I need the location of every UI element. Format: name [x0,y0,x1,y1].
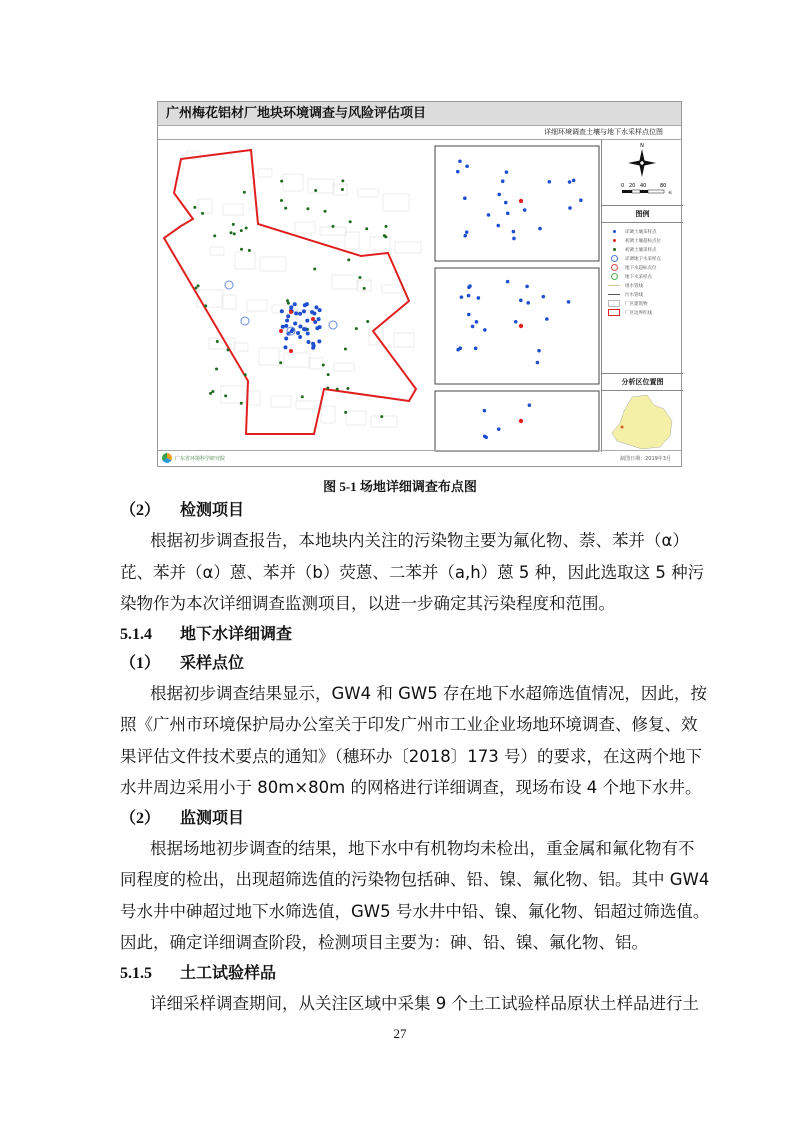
paragraph-line: 根据场地初步调查的结果，地下水中有机物均未检出，重金属和氟化物有不 [150,838,695,858]
building [296,401,322,409]
section-title: 监测项目 [180,809,245,827]
inset-exceedance-point [519,324,523,328]
figure-title: 广州梅花铝材厂地块环境调查与风险评估项目 [158,102,681,126]
building [283,174,303,191]
soil-sample-point [240,248,243,251]
legend-label: 排水管线 [625,283,643,289]
legend-item [602,263,683,272]
inset-sample-point [465,165,469,169]
figure-subtitle: 详细环境调查土壤与地下水采样点位图 [158,126,681,140]
soil-sample-point [359,276,362,279]
paragraph-line: 同程度的检出，出现超筛选值的污染物包括砷、铅、镍、氟化物、铝。其中 GW4 [120,870,710,889]
groundwater-well [241,317,249,325]
detailed-soil-sample-point [303,303,307,307]
legend-item [602,290,683,299]
detailed-soil-sample-point [317,339,321,343]
inset-sample-point [474,347,478,351]
inset-sample-point [567,300,571,304]
building [221,386,247,403]
detailed-soil-sample-point [311,342,315,346]
inset-sample-point [545,317,549,321]
paragraph-line: 根据初步调查结果显示，GW4 和 GW5 存在地下水超筛选值情况，因此，按 [150,683,707,703]
soil-sample-point [344,348,347,351]
legend-symbol-icon [608,309,620,316]
paragraph-line: 因此，确定详细调查阶段，检测项目主要为：砷、铅、镍、氟化物、铝。 [120,933,648,952]
soil-sample-point [331,225,334,228]
inset-sample-point [528,403,532,407]
sampling-map [158,102,601,452]
legend-symbol-icon [608,230,620,233]
building [382,285,402,293]
section-title: 地下水详细调查 [180,625,293,643]
soil-sample-point [280,199,283,202]
soil-sample-point [324,210,327,213]
groundwater-well [225,281,233,289]
section-title: 土工试验样品 [180,964,277,982]
section-number: （2） [120,809,161,827]
detailed-soil-sample-point [312,311,316,315]
detailed-soil-sample-point [317,317,321,321]
soil-sample-point [204,304,207,307]
location-map [602,391,683,451]
building [333,184,347,195]
legend-symbol-icon [608,294,620,295]
inset-sample-point [456,348,460,352]
inset-sample-point [572,179,576,183]
detailed-soil-sample-point [281,325,285,329]
soil-sample-point [209,392,212,395]
scale-80: 80 [660,183,667,189]
org-name: 广东省环境科学研究院 [175,455,226,462]
section-heading [120,959,680,988]
inset-sample-point [523,208,527,212]
detailed-soil-sample-point [290,329,294,333]
building [272,305,298,313]
inset-sample-point [512,237,516,241]
north-arrow-icon [628,149,656,177]
document-body [120,496,710,1019]
building [358,189,378,197]
soil-sample-point [349,220,352,223]
inset-sample-point [542,295,546,299]
building [334,363,354,371]
groundwater-well [329,321,337,329]
soil-sample-point [240,402,243,405]
inset-sample-point [526,301,530,305]
legend-item [602,299,683,308]
building [259,348,279,365]
building [260,257,286,271]
org-logo [162,453,225,463]
paragraph-line: 水井周边采用小于 80m×80m 的网格进行详细调查，现场布设 4 个地下水井。 [120,778,702,797]
section-number: （2） [120,502,161,519]
building [320,227,346,235]
detailed-soil-sample-point [318,308,322,312]
inset-exceedance-point [519,419,523,423]
soil-sample-point [385,225,388,228]
detailed-soil-sample-point [304,327,308,331]
building [197,290,223,307]
inset-sample-point [568,180,572,184]
inset-sample-point [477,296,481,300]
legend [602,223,683,373]
soil-sample-point [224,394,227,397]
soil-sample-point [363,287,366,290]
legend-label: 地下水超标点位 [625,265,657,271]
legend-symbol-icon [608,239,620,242]
inset-sample-point [504,201,508,205]
legend-symbol-icon [608,255,620,262]
inset-sample-point [456,170,460,174]
soil-sample-point [226,348,229,351]
inset-sample-point [514,320,518,324]
building [394,333,414,347]
inset-map-2 [435,268,599,384]
legend-item [602,245,683,254]
soil-sample-point [326,387,329,390]
detailed-soil-sample-point [306,340,310,344]
inset-exceedance-point [519,199,523,203]
inset-sample-point [538,227,542,231]
soil-sample-point [240,229,243,232]
inset-sample-point [506,280,510,284]
legend-title: 图例 [602,205,683,223]
soil-sample-point [245,227,248,230]
detailed-soil-sample-point [284,324,288,328]
inset-sample-point [471,325,475,329]
inset-sample-point [463,196,467,200]
inset-sample-point [467,294,471,298]
building [295,222,315,233]
legend-item [602,227,683,236]
soil-sample-point [314,189,317,192]
soil-sample-point [213,234,216,237]
soil-sample-point [327,373,330,376]
building [235,252,255,269]
building [383,194,409,211]
figure-footer [158,450,681,466]
section-heading [120,496,680,525]
scale-0: 0 [621,183,625,189]
inset-sample-point [501,179,505,183]
inset-sample-point [497,193,501,197]
building [247,300,267,311]
location-map-title: 分析区位置图 [602,373,683,391]
inset-sample-point [548,180,552,184]
legend-symbol-icon [608,273,620,280]
paragraph-line: 染物作为本次详细调查监测项目，以进一步确定其污染程度和范围。 [120,594,615,613]
site-map-figure [157,101,682,467]
soil-sample-point [355,327,358,330]
section-number: 5.1.5 [120,964,152,982]
inset-sample-point [475,320,479,324]
building [345,232,359,249]
detailed-soil-sample-point [306,332,310,336]
inset-sample-point [467,313,471,317]
inset-sample-point [505,170,509,174]
detailed-soil-sample-point [315,326,319,330]
compass-and-scale [602,139,683,201]
soil-sample-point [344,411,347,414]
building [321,406,335,423]
section-heading [120,804,680,833]
map-side-panel [601,139,683,452]
detailed-soil-sample-point [280,309,284,313]
legend-label: 初调土壤采样点 [625,247,657,253]
soil-sample-point [197,284,200,287]
building [223,204,243,215]
inset-sample-point [537,349,541,353]
inset-map-1 [435,146,599,261]
building [258,169,272,177]
scale-20: 20 [629,183,636,189]
paragraph-line: 根据初步调查报告，本地块内关注的污染物主要为氟化物、萘、苯并（α） [150,531,689,550]
inset-sample-point [484,435,488,439]
detailed-soil-sample-point [305,319,309,323]
legend-item [602,272,683,281]
section-heading [120,649,680,678]
inset-sample-point [458,159,462,163]
legend-symbol-icon [608,285,620,286]
detailed-soil-sample-point [294,311,298,315]
soil-sample-point [284,207,287,210]
soil-sample-point [341,179,344,182]
detailed-soil-sample-point [283,345,287,349]
exceedance-point [289,349,293,353]
paragraph-line: 芘、苯并（α）蒽、苯并（b）荧蒽、二苯并（a,h）蒽 5 种，因此选取这 5 种污 [120,562,705,582]
inset-sample-point [467,286,471,290]
legend-label: 地下水采样点 [625,274,652,280]
paragraph-line: 详细采样调查期间，从关注区域中采集 9 个土工试验样品原状土样品进行土 [150,993,699,1013]
soil-sample-point [301,395,304,398]
legend-label: 厂区边界红线 [625,310,652,316]
building [284,353,310,367]
soil-sample-point [341,188,344,191]
legend-label: 污水管线 [625,292,643,298]
building [309,358,323,369]
soil-sample-point [380,415,383,418]
inset-sample-point [496,224,500,228]
legend-symbol-icon [608,300,620,307]
soil-sample-point [347,258,350,261]
building [370,237,390,251]
building [395,242,421,253]
scale-unit: 米 [668,190,672,195]
building [222,295,236,309]
building [209,338,235,349]
soil-sample-point [313,268,316,271]
exceedance-point [289,310,293,314]
paragraph-line: 号水井中砷超过地下水筛选值，GW5 号水井中铅、镍、氟化物、铝超过筛选值。 [120,901,710,921]
detailed-soil-sample-point [298,312,302,316]
exceedance-point [311,317,315,321]
detailed-soil-sample-point [296,331,300,335]
soil-sample-point [230,231,233,234]
legend-label: 厂区建筑物 [625,301,648,307]
north-label: N [640,143,644,149]
legend-item [602,236,683,245]
soil-sample-point [233,232,236,235]
inset-sample-point [506,212,510,216]
soil-sample-point [216,340,219,343]
inset-sample-point [483,328,487,332]
soil-sample-point [211,390,214,393]
section-heading [120,620,680,649]
soil-sample-point [244,373,247,376]
detailed-soil-sample-point [302,309,306,313]
detailed-soil-sample-point [293,302,297,306]
soil-sample-point [322,363,325,366]
inset-sample-point [497,427,501,431]
detailed-soil-sample-point [298,335,302,339]
section-number: 5.1.4 [120,625,152,643]
legend-symbol-icon [608,248,620,251]
section-number: （1） [120,654,161,672]
inset-sample-point [512,230,516,234]
legend-item [602,308,683,317]
org-logo-icon [162,453,172,463]
building [234,343,248,351]
building [332,275,358,289]
soil-sample-point [346,387,349,390]
building [271,396,291,407]
legend-symbol-icon [608,264,620,271]
building [210,247,224,255]
building [346,411,366,425]
section-title: 采样点位 [180,654,245,672]
inset-sample-point [460,295,464,299]
paragraph-line: 照《广州市环境保护局办公室关于印发广州市工业企业场地环境调查、修复、效 [120,715,698,734]
inset-sample-point [463,234,467,238]
map-date: 制图日期：2019年3月 [620,456,671,462]
scale-40: 40 [640,183,647,189]
soil-sample-point [215,368,218,371]
soil-sample-point [193,206,196,209]
soil-sample-point [201,212,204,215]
detailed-soil-sample-point [293,322,297,326]
detailed-soil-sample-point [285,318,289,322]
soil-sample-point [280,180,283,183]
soil-sample-point [366,320,369,323]
detailed-soil-sample-point [311,346,315,350]
soil-sample-point [243,191,246,194]
exceedance-point [279,329,283,333]
inset-sample-point [525,285,529,289]
detailed-soil-sample-point [284,337,288,341]
legend-label: 详调土壤采样点 [625,229,657,235]
inset-sample-point [465,230,469,234]
soil-sample-point [248,249,251,252]
soil-sample-point [306,207,309,210]
legend-item [602,254,683,263]
section-title: 检测项目 [180,502,245,519]
detailed-soil-sample-point [314,305,318,309]
legend-item [602,281,683,290]
legend-label: 详调地下水采样点 [625,256,661,262]
detailed-soil-sample-point [286,314,290,318]
inset-sample-point [536,361,540,365]
inset-sample-point [487,213,491,217]
soil-sample-point [279,361,282,364]
inset-sample-point [483,409,487,413]
inset-sample-point [568,206,572,210]
soil-sample-point [336,388,339,391]
legend-label: 初调土壤超标点位 [625,238,661,244]
page-number: 27 [393,1026,407,1041]
soil-sample-point [383,234,386,237]
building [371,416,397,427]
soil-sample-point [232,223,235,226]
detailed-soil-sample-point [298,324,302,328]
inset-sample-point [519,299,523,303]
building [308,179,334,193]
paragraph-line: 果评估文件技术要点的通知》（穗环办〔2018〕173 号）的要求，在这两个地下 [120,746,702,766]
soil-sample-point [365,227,368,230]
inset-map-3 [435,391,599,451]
figure-caption: 图 5-1 场地详细调查布点图 [323,479,477,494]
soil-sample-point [286,299,289,302]
inset-sample-point [579,198,583,202]
building [198,199,212,213]
